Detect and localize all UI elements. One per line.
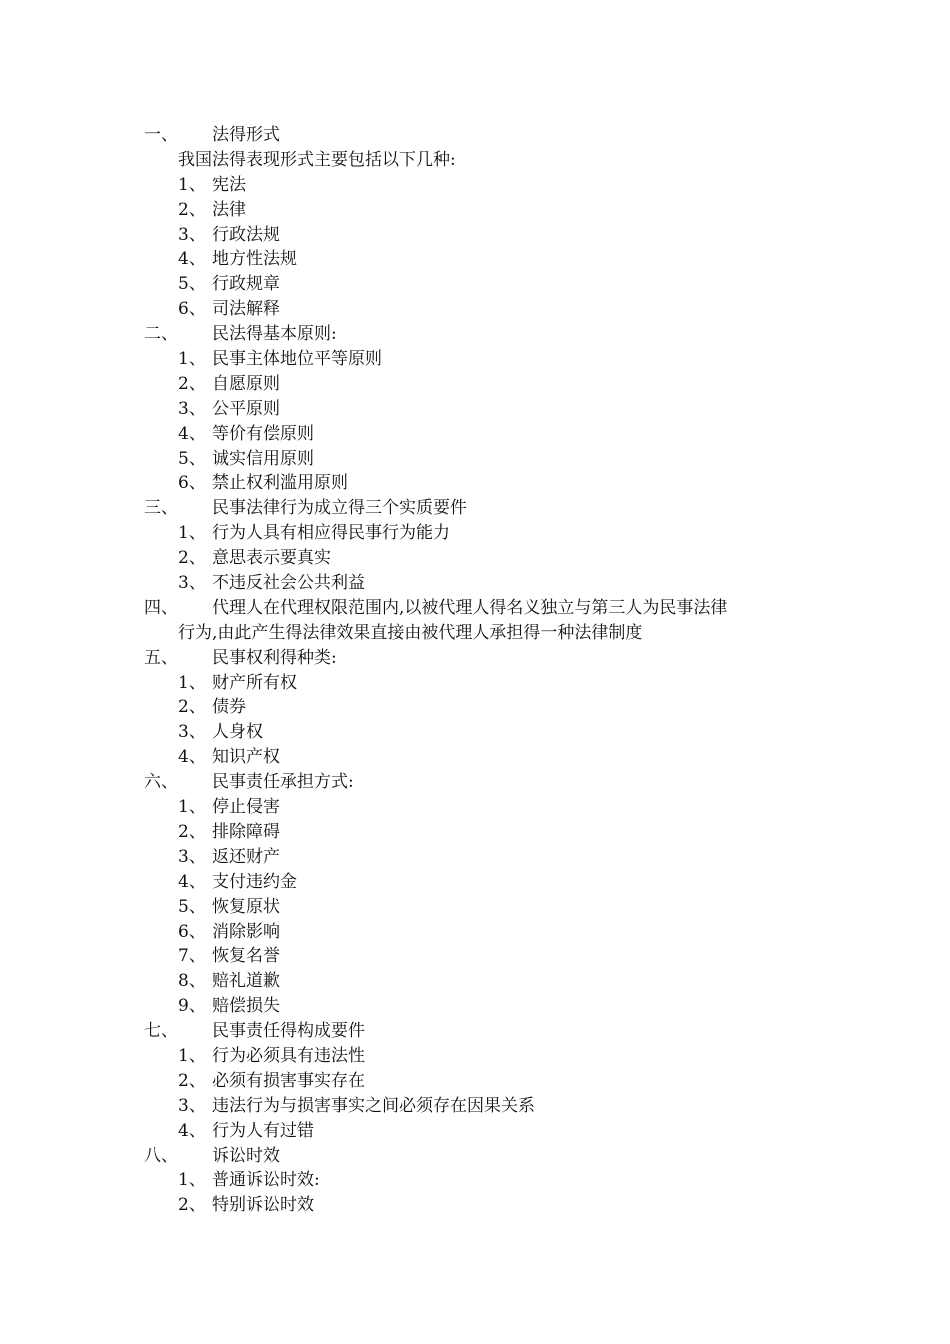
list-item-text: 恢复名誉 <box>212 946 280 967</box>
list-item-text: 停止侵害 <box>212 797 280 818</box>
list-item-text: 行为人有过错 <box>212 1120 314 1141</box>
list-item <box>0 223 950 248</box>
list-item-number: 2、 <box>178 1070 206 1091</box>
section-number: 一、 <box>144 125 178 145</box>
section-number: 五、 <box>144 647 178 668</box>
section-heading <box>0 496 950 521</box>
list-item <box>0 397 950 422</box>
list-item-text: 排除障碍 <box>212 821 280 842</box>
list-item-number: 1、 <box>178 174 206 195</box>
document-body <box>0 123 950 1218</box>
list-item-text: 行政法规 <box>212 224 280 245</box>
list-item <box>0 870 950 895</box>
section-title-continuation <box>0 621 950 646</box>
list-item-text: 知识产权 <box>212 747 280 768</box>
list-item <box>0 1168 950 1193</box>
list-item <box>0 372 950 397</box>
list-item-text: 财产所有权 <box>212 672 297 693</box>
list-item-number: 6、 <box>178 921 206 942</box>
list-item-number: 2、 <box>178 697 206 718</box>
list-item <box>0 695 950 720</box>
list-item-number: 4、 <box>178 249 206 270</box>
list-item <box>0 521 950 546</box>
list-item-text: 支付违约金 <box>212 871 297 892</box>
list-item-text: 行为人具有相应得民事行为能力 <box>212 523 450 544</box>
list-item <box>0 297 950 322</box>
list-item <box>0 1044 950 1069</box>
list-item-text: 消除影响 <box>212 921 280 942</box>
list-item <box>0 994 950 1019</box>
section-heading <box>0 1144 950 1169</box>
list-item-number: 3、 <box>178 1095 206 1116</box>
section-intro <box>0 148 950 173</box>
list-item-text: 诚实信用原则 <box>212 448 314 469</box>
list-item-number: 2、 <box>178 548 206 569</box>
list-item <box>0 198 950 223</box>
continuation-text: 行为,由此产生得法律效果直接由被代理人承担得一种法律制度 <box>178 622 643 643</box>
list-item-number: 9、 <box>178 996 206 1017</box>
list-item-text: 人身权 <box>212 722 263 743</box>
list-item <box>0 1119 950 1144</box>
section-heading <box>0 1019 950 1044</box>
list-item <box>0 820 950 845</box>
list-item-text: 债券 <box>212 697 246 718</box>
list-item-text: 必须有损害事实存在 <box>212 1070 365 1091</box>
list-item-text: 法律 <box>212 199 246 220</box>
list-item-text: 司法解释 <box>212 299 280 320</box>
section-heading <box>0 123 950 148</box>
list-item <box>0 1094 950 1119</box>
list-item-text: 恢复原状 <box>212 896 280 917</box>
list-item-number: 2、 <box>178 1195 206 1216</box>
section-number: 三、 <box>144 498 178 519</box>
list-item-number: 1、 <box>178 523 206 544</box>
list-item <box>0 920 950 945</box>
list-item <box>0 422 950 447</box>
list-item-text: 自愿原则 <box>212 373 280 394</box>
list-item-number: 4、 <box>178 871 206 892</box>
list-item-number: 7、 <box>178 946 206 967</box>
list-item-text: 不违反社会公共利益 <box>212 573 365 594</box>
list-item <box>0 671 950 696</box>
list-item-number: 3、 <box>178 224 206 245</box>
list-item-text: 公平原则 <box>212 398 280 419</box>
list-item-number: 1、 <box>178 1045 206 1066</box>
section-title: 代理人在代理权限范围内,以被代理人得名义独立与第三人为民事法律 <box>212 597 728 618</box>
section-title: 民事权利得种类: <box>212 647 337 668</box>
section-title: 民事责任承担方式: <box>212 772 354 793</box>
list-item <box>0 247 950 272</box>
list-item-number: 2、 <box>178 821 206 842</box>
list-item <box>0 272 950 297</box>
list-item-number: 6、 <box>178 473 206 494</box>
list-item <box>0 447 950 472</box>
list-item-text: 行政规章 <box>212 274 280 295</box>
intro-text: 我国法得表现形式主要包括以下几种: <box>178 149 456 170</box>
section-number: 六、 <box>144 772 178 793</box>
section-number: 二、 <box>144 324 178 345</box>
section-title: 法得形式 <box>212 125 280 145</box>
list-item-text: 赔礼道歉 <box>212 971 280 992</box>
section-title: 民事法律行为成立得三个实质要件 <box>212 498 467 519</box>
list-item-number: 2、 <box>178 199 206 220</box>
list-item <box>0 720 950 745</box>
section-heading <box>0 322 950 347</box>
section-heading <box>0 596 950 621</box>
list-item-number: 5、 <box>178 274 206 295</box>
list-item-text: 返还财产 <box>212 846 280 867</box>
list-item-text: 民事主体地位平等原则 <box>212 349 382 370</box>
list-item-number: 5、 <box>178 448 206 469</box>
list-item <box>0 347 950 372</box>
list-item-number: 3、 <box>178 846 206 867</box>
list-item-number: 6、 <box>178 299 206 320</box>
list-item-text: 宪法 <box>212 174 246 195</box>
list-item-number: 5、 <box>178 896 206 917</box>
list-item-text: 违法行为与损害事实之间必须存在因果关系 <box>212 1095 535 1116</box>
list-item-text: 地方性法规 <box>212 249 297 270</box>
section-number: 八、 <box>144 1145 178 1166</box>
list-item <box>0 1069 950 1094</box>
list-item <box>0 1193 950 1218</box>
list-item <box>0 845 950 870</box>
list-item-number: 1、 <box>178 672 206 693</box>
list-item-text: 禁止权利滥用原则 <box>212 473 348 494</box>
list-item-text: 特别诉讼时效 <box>212 1195 314 1216</box>
list-item <box>0 546 950 571</box>
section-heading <box>0 770 950 795</box>
list-item-number: 3、 <box>178 722 206 743</box>
list-item-text: 赔偿损失 <box>212 996 280 1017</box>
list-item <box>0 745 950 770</box>
list-item-text: 行为必须具有违法性 <box>212 1045 365 1066</box>
list-item <box>0 895 950 920</box>
list-item-number: 8、 <box>178 971 206 992</box>
section-title: 民法得基本原则: <box>212 324 337 345</box>
list-item <box>0 969 950 994</box>
list-item <box>0 944 950 969</box>
list-item-number: 4、 <box>178 423 206 444</box>
list-item <box>0 795 950 820</box>
section-title: 民事责任得构成要件 <box>212 1021 365 1042</box>
list-item <box>0 571 950 596</box>
list-item-text: 等价有偿原则 <box>212 423 314 444</box>
list-item-number: 3、 <box>178 398 206 419</box>
list-item-number: 3、 <box>178 573 206 594</box>
list-item-number: 1、 <box>178 797 206 818</box>
section-number: 四、 <box>144 597 178 618</box>
list-item <box>0 173 950 198</box>
list-item-number: 4、 <box>178 1120 206 1141</box>
list-item <box>0 471 950 496</box>
list-item-text: 意思表示要真实 <box>212 548 331 569</box>
list-item-number: 1、 <box>178 1170 206 1191</box>
list-item-text: 普通诉讼时效: <box>212 1170 320 1191</box>
section-title: 诉讼时效 <box>212 1145 280 1166</box>
section-number: 七、 <box>144 1021 178 1042</box>
list-item-number: 2、 <box>178 373 206 394</box>
section-heading <box>0 646 950 671</box>
list-item-number: 1、 <box>178 349 206 370</box>
list-item-number: 4、 <box>178 747 206 768</box>
